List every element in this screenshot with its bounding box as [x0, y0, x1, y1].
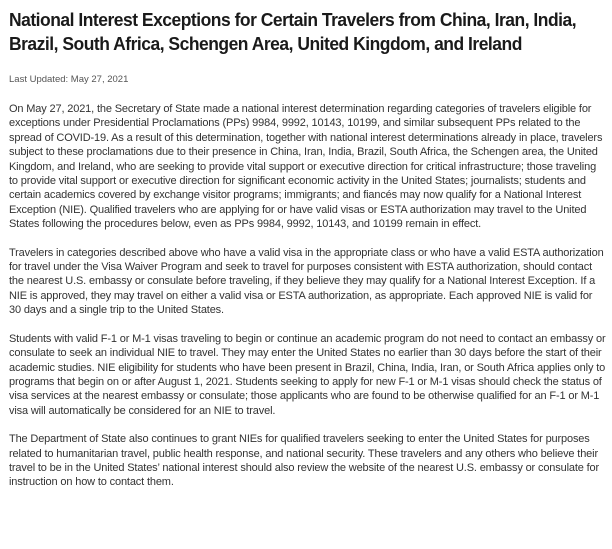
article — [9, 8, 607, 490]
paragraph-students: Students with valid F-1 or M-1 visas traveling to begin or continue an academic program do not need to contact an embassy or consulate to seek an individual NIE to travel. They may enter the United States no earlier than 30 days before the start of their academic studies. NIE eligibility for students who have been present in Brazil, China, India, Iran, or South Africa applies only to programs that begin on or after August 1, 2021. Students seeking to apply for new F-1 or M-1 visas should check the status of visa services at the nearest embassy or consulate; those applicants who are found to be otherwise qualified for an F-1 or M-1 visa will automatically be considered for an NIE to travel. — [9, 332, 606, 417]
last-updated-date: Last Updated: May 27, 2021 — [9, 74, 129, 85]
paragraph-determination: On May 27, 2021, the Secretary of State made a national interest determination regarding categories of travelers eligible for exceptions under Presidential Proclamations (PPs) 9984, 9992, 10143, 10199, and similar subsequent PPs related to the spread of COVID-19. As a result of this determination, together with national interest determinations already in place, travelers subject to these proclamations due to their presence in China, Iran, India, Brazil, South Africa, the Schengen area, the United Kingdom, and Ireland, who are seeking to provide vital support or executive direction for critical infrastructure; those traveling to provide vital support or executive direction for significant economic activity in the United States; journalists; students and certain academics covered by exchange visitor programs; immigrants; and fiancés may now qualify for a National Interest Exception (NIE). Qualified travelers who are applying for or have valid visas or ESTA authorization may travel to the United States following the procedures below, even as PPs 9984, 9992, 10143, and 10199 remain in effect. — [9, 103, 603, 231]
paragraph-humanitarian: The Department of State also continues to grant NIEs for qualified travelers seeking to enter the United States for purposes related to humanitarian travel, public health response, and national security. These travelers and any others who believe their travel to be in the United States’ national interest should also review the website of the nearest U.S. embassy or consulate for instruction on how to contact them. — [9, 433, 600, 489]
page-title: National Interest Exceptions for Certain Travelers from China, Iran, India, Brazil, South Africa, Schengen Area, United Kingdom, and Ireland — [9, 10, 577, 54]
paragraph-valid-visa-travelers: Travelers in categories described above who have a valid visa in the appropriate class or who have a valid ESTA authorization for travel under the Visa Waiver Program and seek to travel for purposes consistent with ESTA authorization, should contact the nearest U.S. embassy or consulate before traveling, if they believe they may qualify for a National Interest Exception. If a NIE is approved, they may travel on either a valid visa or ESTA authorization, as appropriate. Each approved NIE is valid for 30 days and a single trip to the United States. — [9, 246, 604, 317]
